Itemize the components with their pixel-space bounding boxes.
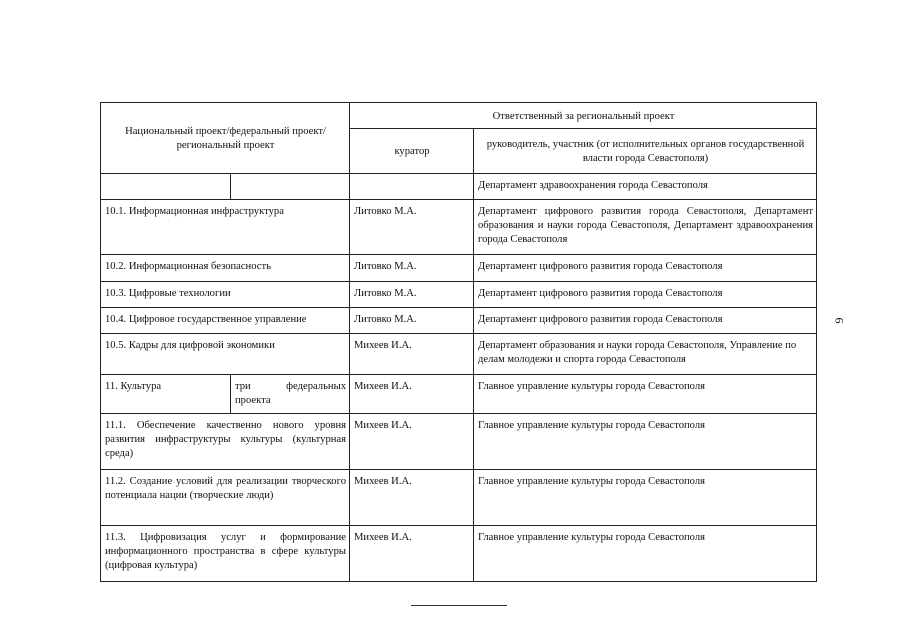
table-row xyxy=(101,470,817,526)
cell-curator: Михеев И.А. xyxy=(350,526,474,582)
cell-project: 11.3. Цифровизация услуг и формирование информационного пространства в сфере культуры (цифровая культура) xyxy=(101,526,350,582)
cell-curator: Литовко М.А. xyxy=(350,282,474,308)
cell-curator: Михеев И.А. xyxy=(350,414,474,470)
header-project: Национальный проект/федеральный проект/региональный проект xyxy=(101,103,350,174)
table-row xyxy=(101,255,817,282)
cell-curator: Литовко М.А. xyxy=(350,255,474,282)
table-row xyxy=(101,308,817,334)
cell-leader: Главное управление культуры города Севастополя xyxy=(474,375,817,414)
cell-curator: Михеев И.А. xyxy=(350,470,474,526)
table-row xyxy=(101,414,817,470)
table-row xyxy=(101,375,817,414)
table-row xyxy=(101,200,817,255)
cell-project: 10.3. Цифровые технологии xyxy=(101,282,350,308)
header-responsible: Ответственный за региональный проект xyxy=(350,103,817,129)
table-row xyxy=(101,282,817,308)
table-row xyxy=(101,334,817,375)
cell-leader: Главное управление культуры города Севастополя xyxy=(474,414,817,470)
cell-project: 11.1. Обеспечение качественно нового уровня развития инфраструктуры культуры (культурная среда) xyxy=(101,414,350,470)
cell-federal: три федеральных проекта xyxy=(231,375,350,414)
table-row xyxy=(101,174,817,200)
cell-leader: Главное управление культуры города Севастополя xyxy=(474,470,817,526)
cell-federal xyxy=(231,174,350,200)
cell-leader: Департамент здравоохранения города Севастополя xyxy=(474,174,817,200)
cell-project: 10.1. Информационная инфраструктура xyxy=(101,200,350,255)
cell-leader: Департамент цифрового развития города Севастополя xyxy=(474,282,817,308)
cell-curator: Михеев И.А. xyxy=(350,334,474,375)
cell-curator xyxy=(350,174,474,200)
cell-curator: Литовко М.А. xyxy=(350,200,474,255)
cell-curator: Михеев И.А. xyxy=(350,375,474,414)
cell-project xyxy=(101,174,231,200)
table-row xyxy=(101,526,817,582)
cell-project: 10.2. Информационная безопасность xyxy=(101,255,350,282)
cell-leader: Департамент цифрового развития города Севастополя xyxy=(474,255,817,282)
projects-table xyxy=(100,102,817,582)
cell-leader: Департамент цифрового развития города Севастополя xyxy=(474,308,817,334)
page-number: 6 xyxy=(832,317,847,324)
bottom-divider xyxy=(411,605,507,606)
header-leader: руководитель, участник (от исполнительных органов государственной власти города Севастополя) xyxy=(474,129,817,174)
cell-leader: Главное управление культуры города Севастополя xyxy=(474,526,817,582)
header-curator: куратор xyxy=(350,129,474,174)
cell-leader: Департамент цифрового развития города Севастополя, Департамент образования и науки города Севастополя, Департамент здравоохранения города Севастополя xyxy=(474,200,817,255)
cell-project: 10.5. Кадры для цифровой экономики xyxy=(101,334,350,375)
cell-project: 11.2. Создание условий для реализации творческого потенциала нации (творческие люди) xyxy=(101,470,350,526)
cell-curator: Литовко М.А. xyxy=(350,308,474,334)
cell-project: 10.4. Цифровое государственное управление xyxy=(101,308,350,334)
cell-leader: Департамент образования и науки города Севастополя, Управление по делам молодежи и спорта города Севастополя xyxy=(474,334,817,375)
cell-project: 11. Культура xyxy=(101,375,231,414)
